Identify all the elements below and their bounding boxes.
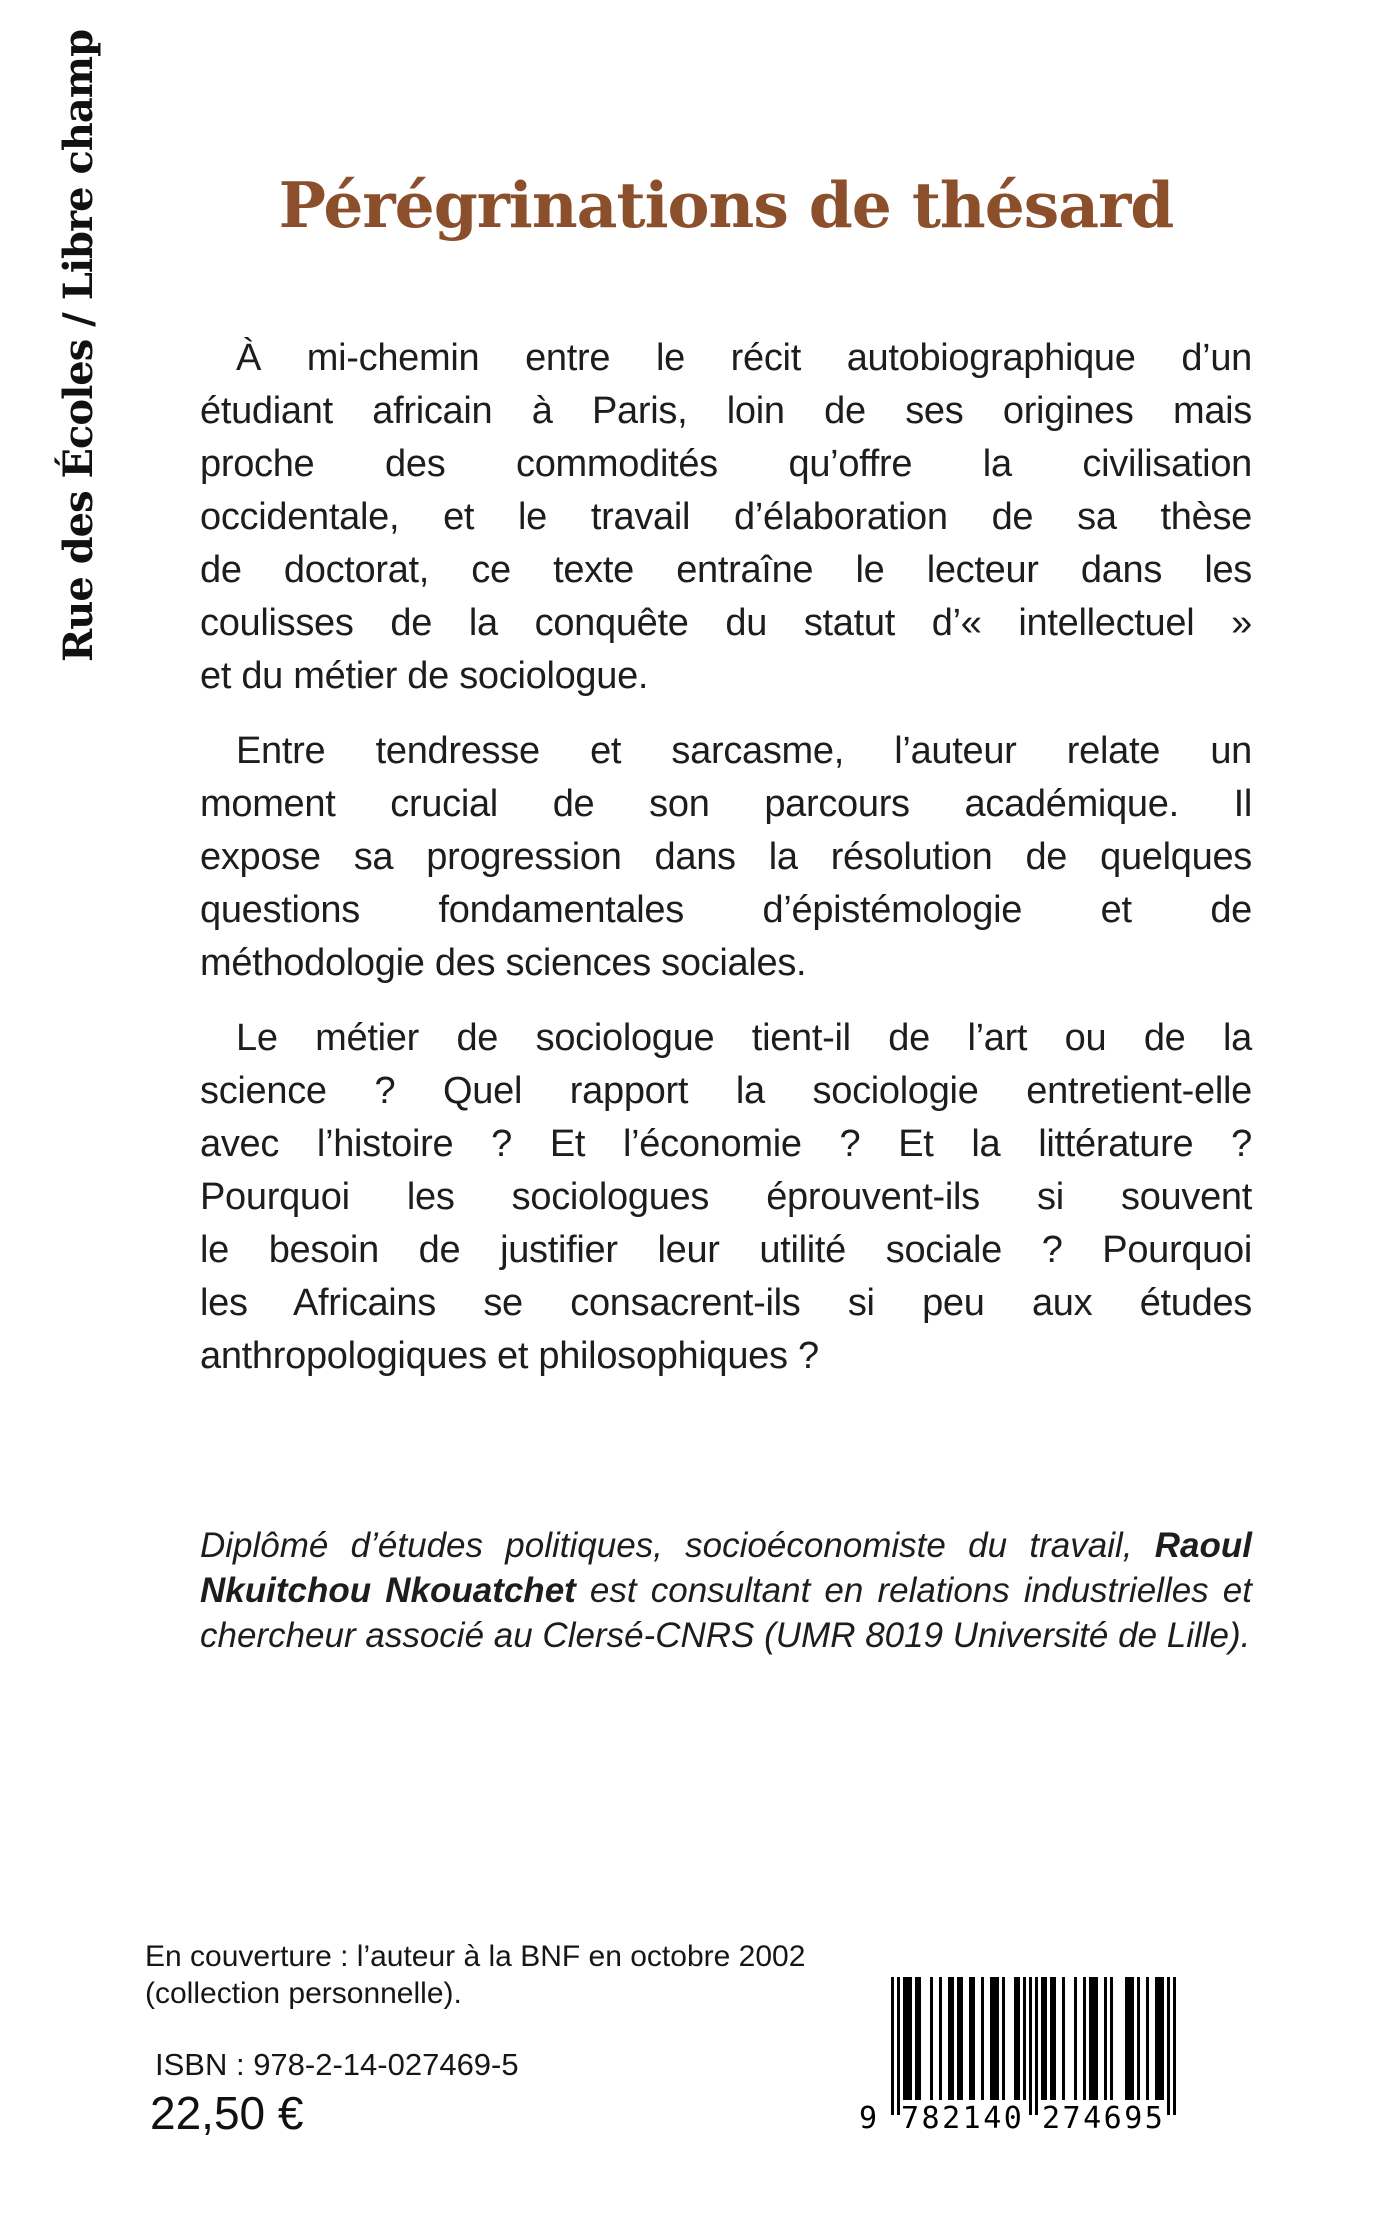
text-line: de doctorat, ce texte entraîne le lecteur dans les bbox=[200, 549, 1252, 591]
text-line: étudiant africain à Paris, loin de ses origines mais bbox=[200, 390, 1252, 432]
synopsis bbox=[200, 332, 1252, 1405]
text-line: Le métier de sociologue tient-il de l’art ou de la bbox=[236, 1017, 1252, 1059]
cover-photo-note-line1: En couverture : l’auteur à la BNF en octobre 2002 bbox=[145, 1940, 806, 1973]
barcode-bars bbox=[891, 1977, 1176, 2117]
text-line: À mi-chemin entre le récit autobiographique d’un bbox=[236, 337, 1252, 379]
text-line: le besoin de justifier leur utilité sociale ? Pourquoi bbox=[200, 1229, 1252, 1271]
synopsis-paragraph-1 bbox=[200, 332, 1252, 703]
text-line: et du métier de sociologue. bbox=[200, 655, 649, 697]
text-line: moment crucial de son parcours académique. Il bbox=[200, 783, 1252, 825]
cover-photo-note bbox=[145, 1938, 805, 2012]
author-bio-pre: Diplômé d’études politiques, socioéconomiste du travail, bbox=[200, 1526, 1155, 1565]
text-line: questions fondamentales d’épistémologie et de bbox=[200, 889, 1252, 931]
text-line: méthodologie des sciences sociales. bbox=[200, 942, 807, 984]
text-line: proche des commodités qu’offre la civilisation bbox=[200, 443, 1252, 485]
isbn-label: ISBN : 978-2-14-027469-5 bbox=[155, 2047, 519, 2082]
synopsis-paragraph-2 bbox=[200, 725, 1252, 990]
collection-label: Rue des Écoles / Libre champ bbox=[55, 29, 102, 662]
barcode-digits-left: 782140 bbox=[901, 2101, 1025, 2136]
ean13-barcode bbox=[859, 1977, 1176, 2137]
barcode-digits-right: 274695 bbox=[1042, 2101, 1166, 2136]
text-line: les Africains se consacrent-ils si peu aux études bbox=[200, 1282, 1252, 1324]
text-line: science ? Quel rapport la sociologie entretient-elle bbox=[200, 1070, 1252, 1112]
author-bio-post: est consultant en relations industrielles et chercheur associé au Clersé-CNRS (UMR 8019 Université de Lille). bbox=[200, 1571, 1252, 1655]
text-line: anthropologiques et philosophiques ? bbox=[200, 1335, 819, 1377]
text-line: occidentale, et le travail d’élaboration de sa thèse bbox=[200, 496, 1252, 538]
barcode-digit-lead: 9 bbox=[859, 2101, 878, 2136]
text-line: Entre tendresse et sarcasme, l’auteur relate un bbox=[236, 730, 1252, 772]
book-title: Pérégrinations de thésard bbox=[278, 168, 1174, 243]
author-bio bbox=[200, 1523, 1252, 1658]
author-name: Raoul Nkuitchou Nkouatchet bbox=[200, 1526, 1252, 1610]
text-line: Pourquoi les sociologues éprouvent-ils si souvent bbox=[200, 1176, 1252, 1218]
text-line: coulisses de la conquête du statut d’« intellectuel » bbox=[200, 602, 1252, 644]
text-line: avec l’histoire ? Et l’économie ? Et la littérature ? bbox=[200, 1123, 1252, 1165]
text-line: expose sa progression dans la résolution de quelques bbox=[200, 836, 1252, 878]
synopsis-paragraph-3 bbox=[200, 1012, 1252, 1383]
cover-photo-note-line2: (collection personnelle). bbox=[145, 1977, 462, 2010]
price-label: 22,50 € bbox=[150, 2087, 304, 2139]
